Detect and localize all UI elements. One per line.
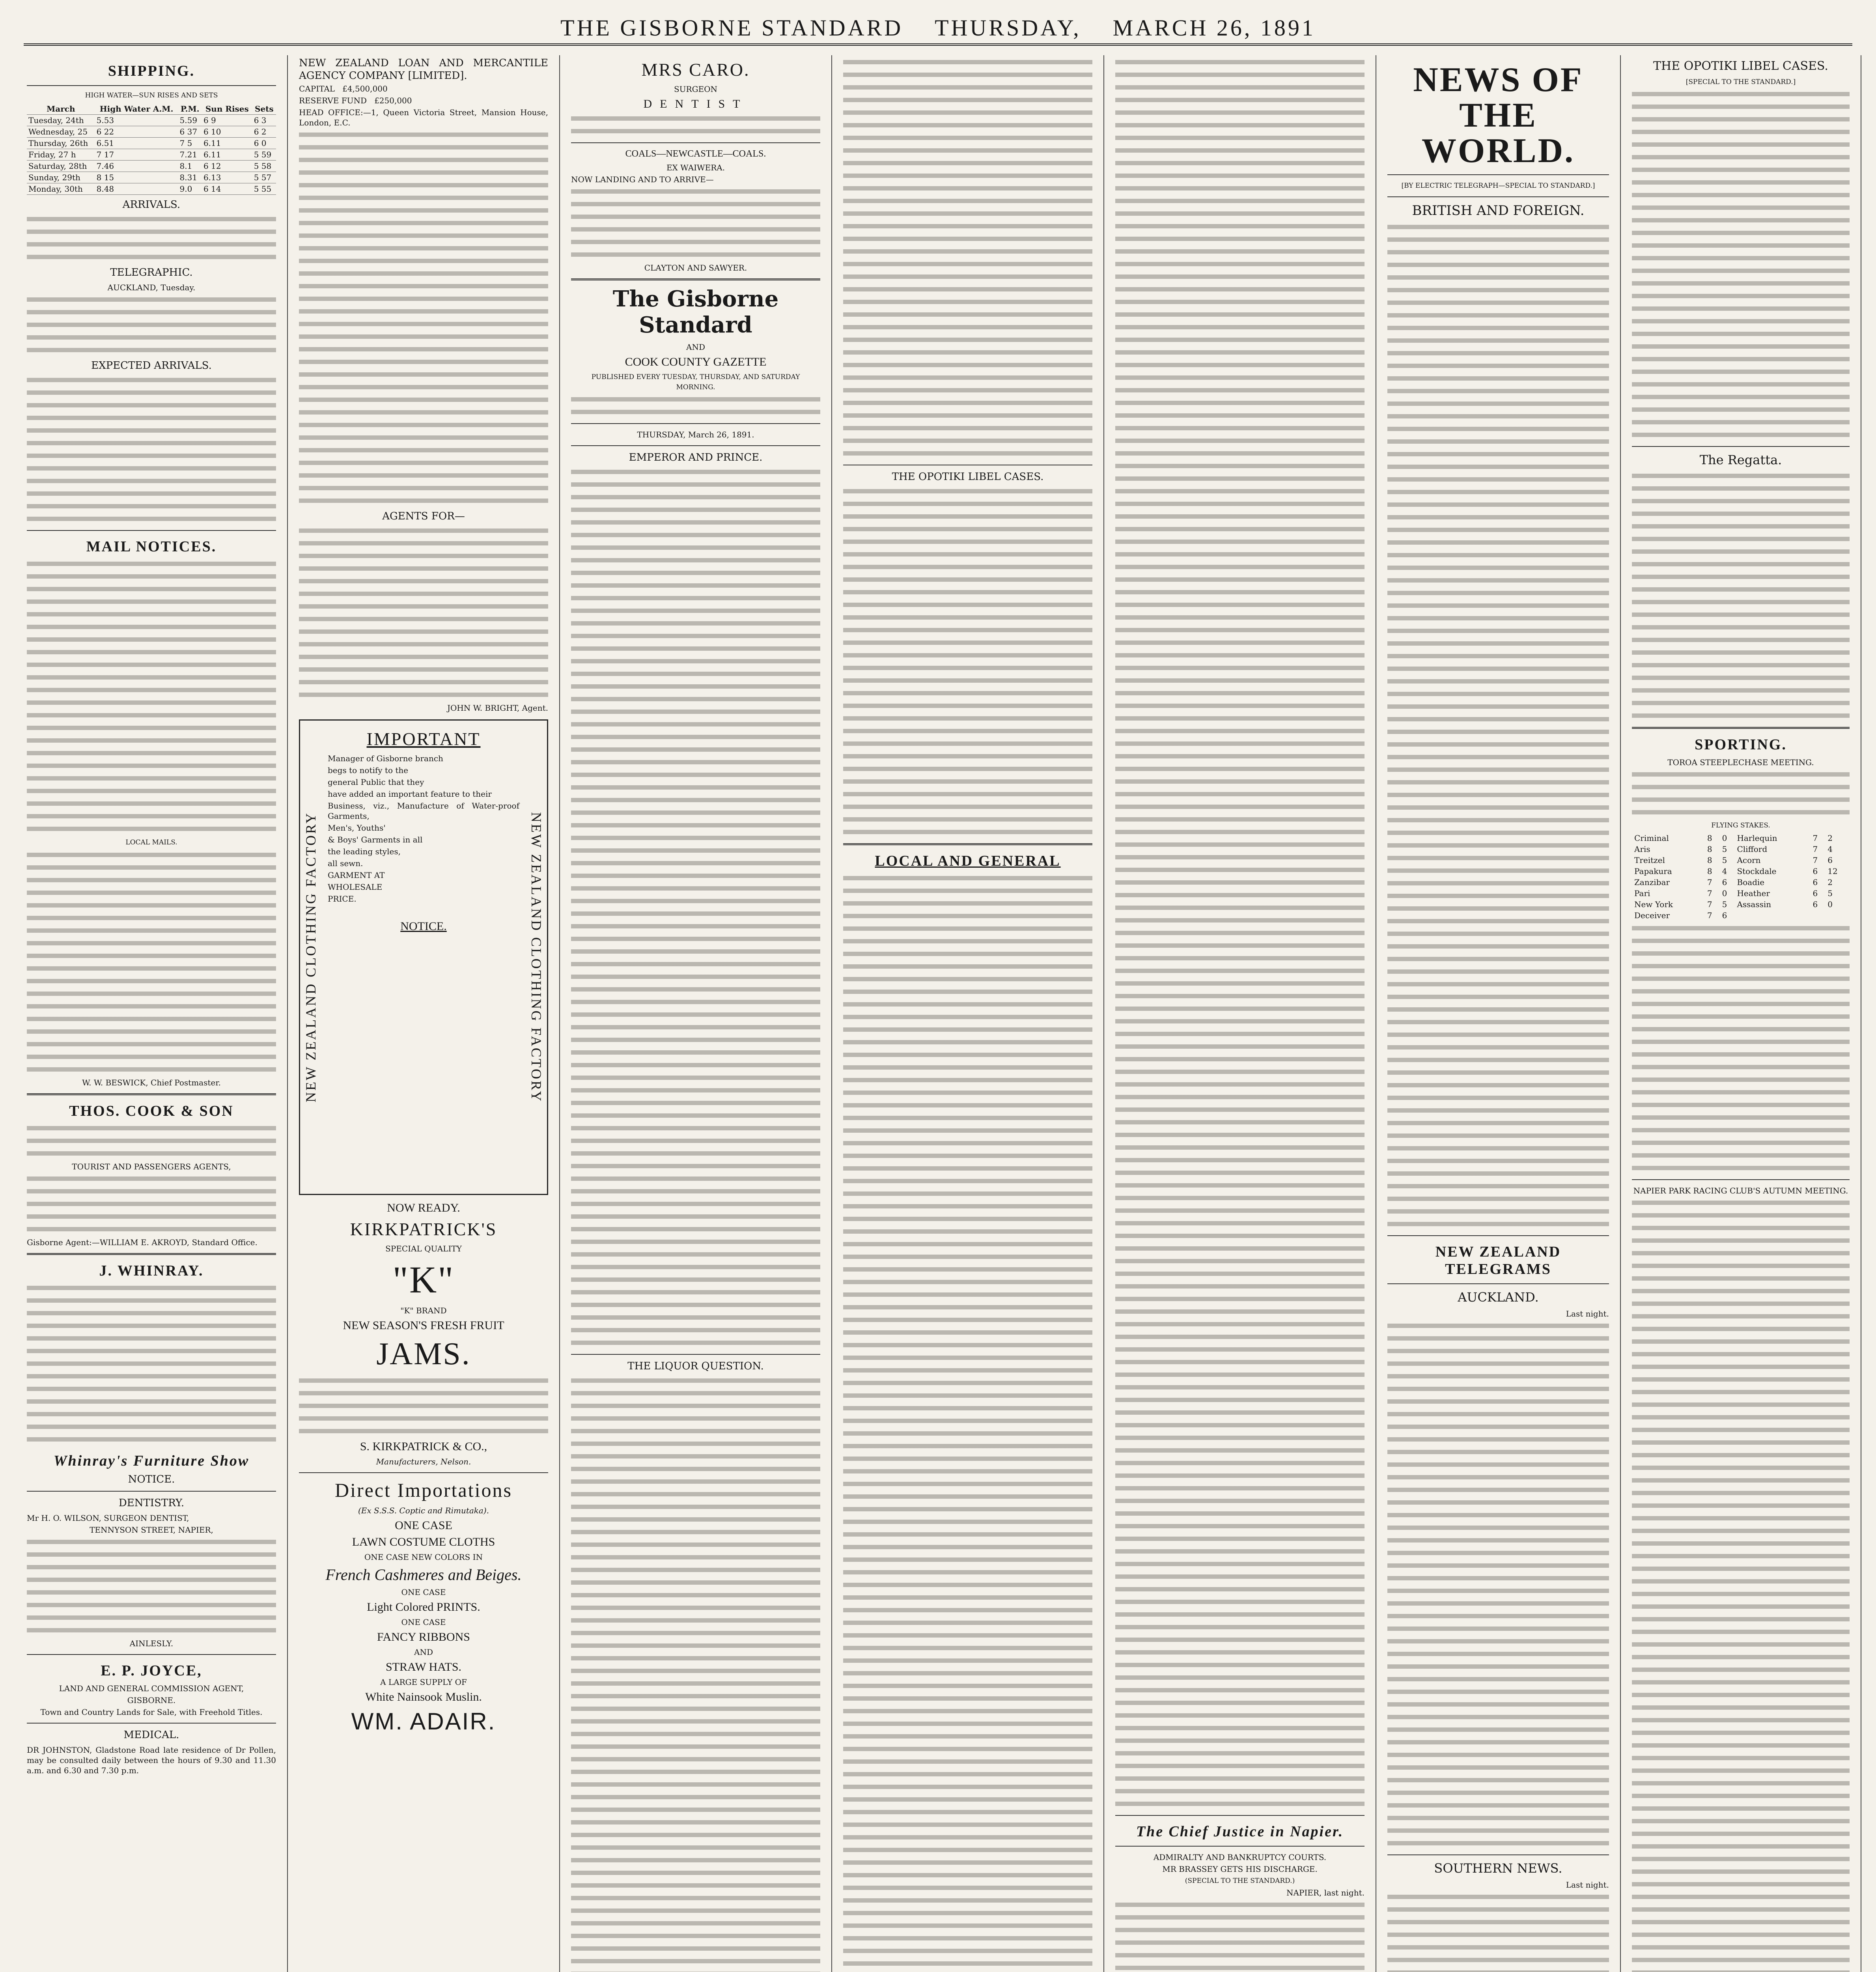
jams-heading: JAMS. [376,1337,471,1371]
news-of-world-heading: NEWS OF THE WORLD. [1413,61,1583,170]
one-case: ONE CASE [401,1617,446,1627]
one-case: ONE CASE [401,1587,446,1597]
telegraphic-heading: TELEGRAPHIC. [110,267,193,278]
reserve-value: £250,000 [374,96,412,105]
factory-side-right: NEW ZEALAND CLOTHING FACTORY [528,812,544,1103]
notice-heading: NOTICE. [128,1473,175,1485]
head-office: HEAD OFFICE:—1, Queen Victoria Street, Mansion House, London, E.C. [299,108,548,127]
factory-line: WHOLESALE [328,882,383,892]
tide-heading: HIGH WATER—SUN RISES AND SETS [85,92,218,99]
british-foreign-heading: BRITISH AND FOREIGN. [1412,203,1585,218]
column-6 [1376,55,1621,1972]
column-1 [16,55,288,1972]
toroa-heading: TOROA STEEPLECHASE MEETING. [1667,758,1814,767]
table-row: Thursday, 26th 6.51 7 5 6.11 6 0 [27,138,276,149]
paper-subtitle: COOK COUNTY GAZETTE [625,355,767,368]
nainsook-muslin: White Nainsook Muslin. [365,1690,482,1703]
new-season: NEW SEASON'S FRESH FRUIT [343,1319,504,1332]
caro-dentist: DENTIST [643,97,748,110]
weights-table [1632,832,1850,921]
fancy-ribbons: FANCY RIBBONS [377,1630,470,1643]
joyce-lands: Town and Country Lands for Sale, with Freehold Titles. [40,1707,263,1717]
whinray-heading: J. WHINRAY. [99,1262,204,1279]
tide-table [27,103,276,195]
napier-date: NAPIER, last night. [1286,1888,1365,1897]
factory-line: Manager of Gisborne branch [328,754,443,763]
expected-arrivals-heading: EXPECTED ARRIVALS. [91,360,212,372]
auckland-date: Last night. [1566,1309,1609,1318]
masthead-day: THURSDAY, [935,15,1081,41]
one-case: ONE CASE [395,1519,452,1532]
postmaster: W. W. BESWICK, Chief Postmaster. [82,1078,221,1087]
lawn-cloths: LAWN COSTUME CLOTHS [352,1535,495,1548]
k-brand-mark: "K" [392,1259,455,1301]
cook-heading: THOS. COOK & SON [69,1103,234,1119]
tide-header: P.M. [178,103,202,115]
opotiki-heading-2: THE OPOTIKI LIBEL CASES. [1653,59,1828,73]
coals-heading: COALS—NEWCASTLE—COALS. [625,149,766,159]
admiralty-subheading: ADMIRALTY AND BANKRUPTCY COURTS. [1153,1852,1327,1862]
capital-label: CAPITAL [299,84,335,93]
bright-signature: JOHN W. BRIGHT, Agent. [447,703,548,713]
table-row: Deceiver 7 6 [1634,911,1727,920]
southern-news-heading: SOUTHERN NEWS. [1434,1861,1562,1876]
factory-line: Men's, Youths' [328,823,386,833]
auckland-heading: AUCKLAND. [1458,1290,1539,1305]
table-row: Criminal 8 0 Harlequin 7 2 [1634,833,1833,843]
kirkpatrick-manufacturer: S. KIRKPATRICK & CO., [360,1440,487,1453]
factory-line: GARMENT AT [328,870,385,880]
dentistry-heading: DENTISTRY. [118,1497,185,1509]
masthead-date: MARCH 26, 1891 [1113,15,1316,41]
k-brand-label: "K" BRAND [400,1306,447,1315]
local-general-heading: LOCAL AND GENERAL [875,853,1061,869]
notice-footer: NOTICE. [400,920,447,933]
tide-header: High Water A.M. [95,103,178,115]
table-row: Wednesday, 25 6 22 6 37 6 10 6 2 [27,126,276,138]
joyce-subheading: LAND AND GENERAL COMMISSION AGENT, [59,1684,244,1693]
paper-name: The Gisborne Standard [612,286,779,338]
nz-loan-heading: NEW ZEALAND LOAN AND MERCANTILE AGENCY COMPANY [LIMITED]. [299,57,548,82]
factory-line: general Public that they [328,777,424,787]
table-row: Saturday, 28th 7.46 8.1 6 12 5 58 [27,161,276,172]
arrivals-heading: ARRIVALS. [122,199,181,211]
southern-date: Last night. [1566,1880,1609,1890]
column-4 [832,55,1104,1972]
brassey-subheading: MR BRASSEY GETS HIS DISCHARGE. [1162,1864,1318,1874]
date-line: THURSDAY, March 26, 1891. [637,430,754,439]
coals-landing: NOW LANDING AND TO ARRIVE— [571,175,714,184]
joyce-town: GISBORNE. [127,1696,176,1705]
important-heading: IMPORTANT [366,729,481,749]
published-line: PUBLISHED EVERY TUESDAY, THURSDAY, AND SATURDAY MORNING. [591,373,800,391]
table-row: Zanzibar 7 6 Boadie 6 2 [1634,878,1833,887]
johnston-notice: DR JOHNSTON, Gladstone Road late residence of Dr Pollen, may be consulted daily between the hours of 9.30 and 11.30 a.m. and 6.30 and 7.30 p.m. [27,1745,276,1775]
column-7 [1621,55,1861,1972]
reserve-label: RESERVE FUND [299,96,367,105]
factory-side-left: NEW ZEALAND CLOTHING FACTORY [303,812,319,1103]
flying-stakes-heading: FLYING STAKES. [1711,822,1770,829]
special-note-2: [SPECIAL TO THE STANDARD.] [1686,78,1796,86]
table-row: Papakura 8 4 Stockdale 6 12 [1634,866,1838,876]
dentist-street: TENNYSON STREET, NAPIER, [90,1525,213,1535]
table-row: Treitzel 8 5 Acorn 7 6 [1634,855,1833,865]
local-mails-heading: LOCAL MAILS. [125,838,177,846]
table-row: New York 7 5 Assassin 6 0 [1634,900,1833,909]
medical-heading: MEDICAL. [123,1729,179,1741]
light-prints: Light Colored PRINTS. [367,1600,480,1613]
factory-line: PRICE. [328,894,357,904]
shipping-heading: SHIPPING. [108,63,195,79]
caro-heading: MRS CARO. [641,60,750,80]
column-3 [560,55,832,1972]
ainlesly: AINLESLY. [129,1639,174,1648]
joyce-heading: E. P. JOYCE, [101,1662,202,1679]
napier-park-heading: NAPIER PARK RACING CLUB'S AUTUMN MEETING. [1633,1186,1848,1195]
factory-line: all sewn. [328,859,363,868]
straw-hats: STRAW HATS. [385,1660,462,1673]
masthead-paper: THE GISBORNE STANDARD [560,15,903,41]
and-label: AND [414,1647,433,1657]
clayton-signature: CLAYTON AND SAWYER. [644,263,747,273]
kirkpatrick-location: Manufacturers, Nelson. [376,1457,471,1466]
dentist-name: Mr H. O. WILSON, SURGEON DENTIST, [27,1513,189,1523]
paper-and: AND [686,342,705,352]
new-colors: ONE CASE NEW COLORS IN [364,1552,483,1562]
masthead [24,12,1852,46]
factory-line: have added an important feature to their [328,789,492,799]
factory-line: & Boys' Garments in all [328,835,423,844]
table-row: Tuesday, 24th 5.53 5.59 6 9 6 3 [27,115,276,126]
regatta-heading: The Regatta. [1699,452,1782,467]
emperor-heading: EMPEROR AND PRINCE. [629,452,763,463]
opotiki-heading: THE OPOTIKI LIBEL CASES. [892,471,1044,483]
table-row: Friday, 27 h 7 17 7.21 6.11 5 59 [27,149,276,161]
coals-ex: EX WAIWERA. [666,163,725,172]
cook-subheading: TOURIST AND PASSENGERS AGENTS, [72,1162,231,1171]
caro-surgeon: SURGEON [674,84,718,94]
nz-telegrams-heading: NEW ZEALAND TELEGRAMS [1435,1244,1561,1277]
direct-importations: Direct Importations [335,1479,512,1501]
large-supply: A LARGE SUPPLY OF [380,1677,467,1687]
tide-header: Sun Rises [202,103,252,115]
column-2 [288,55,560,1972]
now-ready: NOW READY. [387,1201,460,1214]
telegraphic-place: AUCKLAND, Tuesday. [107,283,196,292]
adair-signature: WM. ADAIR. [351,1708,496,1735]
by-electric-note: [BY ELECTRIC TELEGRAPH—SPECIAL TO STANDARD.] [1401,182,1595,190]
factory-line: the leading styles, [328,847,401,856]
cook-agent: Gisborne Agent:—WILLIAM E. AKROYD, Standard Office. [27,1238,258,1247]
liquor-heading: THE LIQUOR QUESTION. [627,1360,764,1372]
factory-ad [299,719,548,1195]
mail-notices-heading: MAIL NOTICES. [86,538,217,555]
tide-header: March [27,103,95,115]
column-5 [1104,55,1376,1972]
capital-value: £4,500,000 [342,84,388,93]
table-row: Pari 7 0 Heather 6 5 [1634,889,1833,898]
table-row: Monday, 30th 8.48 9.0 6 14 5 55 [27,183,276,195]
special-note: (SPECIAL TO THE STANDARD.) [1185,1877,1295,1885]
whinray-furniture-heading: Whinray's Furniture Show [53,1453,250,1469]
sporting-heading: SPORTING. [1695,736,1787,753]
direct-importations-sub: (Ex S.S.S. Coptic and Rimutaka). [358,1506,489,1515]
table-row: Sunday, 29th 8 15 8.31 6.13 5 57 [27,172,276,183]
chief-justice-heading: The Chief Justice in Napier. [1136,1823,1344,1840]
factory-line: Business, viz., Manufacture of Water-proof Garments, [328,801,519,821]
kirkpatrick-heading: KIRKPATRICK'S [350,1219,497,1239]
french-cashmeres: French Cashmeres and Beiges. [325,1566,522,1584]
factory-line: begs to notify to the [328,766,409,775]
tide-header: Sets [252,103,276,115]
agents-for-heading: AGENTS FOR— [382,510,465,522]
table-row: Aris 8 5 Clifford 7 4 [1634,844,1833,854]
special-quality: SPECIAL QUALITY [385,1244,462,1253]
